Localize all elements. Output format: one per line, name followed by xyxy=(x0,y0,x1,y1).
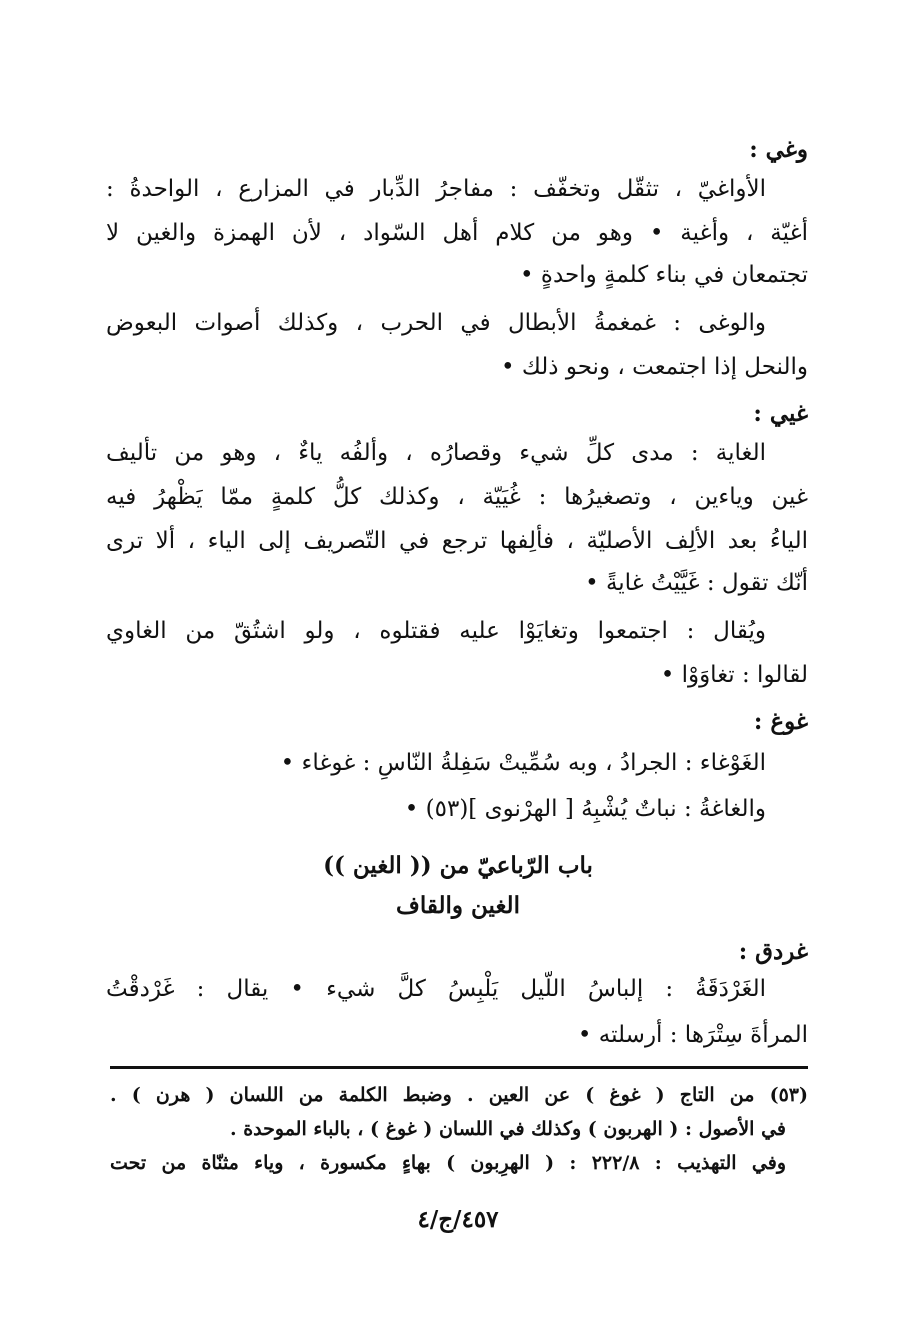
text-line: الغَرْدَقَةُ : إلباسُ اللّيل يَلْبِسُ كلَّ شيء • يقال : غَرْدقْتُ xyxy=(106,976,766,1002)
footnote-divider xyxy=(110,1066,808,1069)
text-line: المرأةَ سِتْرَها : أرسلته • xyxy=(577,1022,808,1048)
text-line: لقالوا : تغاوَوْا • xyxy=(660,662,808,688)
text-line: الغَوْغاء : الجرادُ ، وبه سُمِّيتْ سَفِلةُ النّاسِ : غوغاء • xyxy=(280,750,766,776)
text-line: والنحل إذا اجتمعت ، ونحو ذلك • xyxy=(501,354,808,380)
text-line: الأواغيّ ، تثقّل وتخفّف : مفاجرُ الدِّبار في المزارع ، الواحدةُ : xyxy=(106,176,766,202)
chapter-title: باب الرّباعيّ من (( الغين )) xyxy=(323,852,593,879)
footnote-line: وفي التهذيب : ٢٢٢/٨ : ( الهرِبون ) بهاءٍ مكسورة ، وياء مثنّاة من تحت xyxy=(110,1152,786,1174)
footnote-line: (٥٣) من التاج ( غوغ ) عن العين . وضبط الكلمة من اللسان ( هرن ) . xyxy=(110,1084,808,1106)
chapter-subtitle: الغين والقاف xyxy=(396,892,520,919)
footnote-line: في الأصول : ( الهربون ) وكذلك في اللسان ( غوغ ) ، بالباء الموحدة . xyxy=(229,1118,786,1140)
text-line: أغيّة ، وأغية • وهو من كلام أهل السّواد ، لأن الهمزة والغين لا xyxy=(106,220,808,246)
text-line: غين وياءين ، وتصغيرُها : غُيَيّة ، وكذلك كلُّ كلمةٍ ممّا يَظْهرُ فيه xyxy=(106,484,808,510)
entry-heading-ghyy: غيي : xyxy=(753,400,808,427)
text-line: الياءُ بعد الألِف الأصليّة ، فألِفها ترجع في التّصريف إلى الياء ، ألا ترى xyxy=(106,528,808,554)
entry-heading-ghwgh: غوغ : xyxy=(753,708,808,735)
page-number: ٤٥٧/ج/٤ xyxy=(417,1206,499,1233)
entry-heading-wghy: وغي : xyxy=(749,136,808,163)
entry-heading-ghrdq: غردق : xyxy=(738,938,808,965)
text-line: تجتمعان في بناء كلمةٍ واحدةٍ • xyxy=(520,262,808,288)
text-line: أنّك تقول : غَيَّيْتُ غايةً • xyxy=(585,570,808,596)
text-line: ويُقال : اجتمعوا وتغايَوْا عليه فقتلوه ، ولو اشتُقّ من الغاوي xyxy=(106,618,766,644)
text-line: والوغى : غمغمةُ الأبطال في الحرب ، وكذلك أصوات البعوض xyxy=(106,310,766,336)
text-line: والغاغةُ : نباتٌ يُشْبِهُ [ الهرْنوى ](٥٣) • xyxy=(404,796,766,822)
text-line: الغاية : مدى كلِّ شيء وقصارُه ، وألفُه ياءٌ ، وهو من تأليف xyxy=(106,440,766,466)
